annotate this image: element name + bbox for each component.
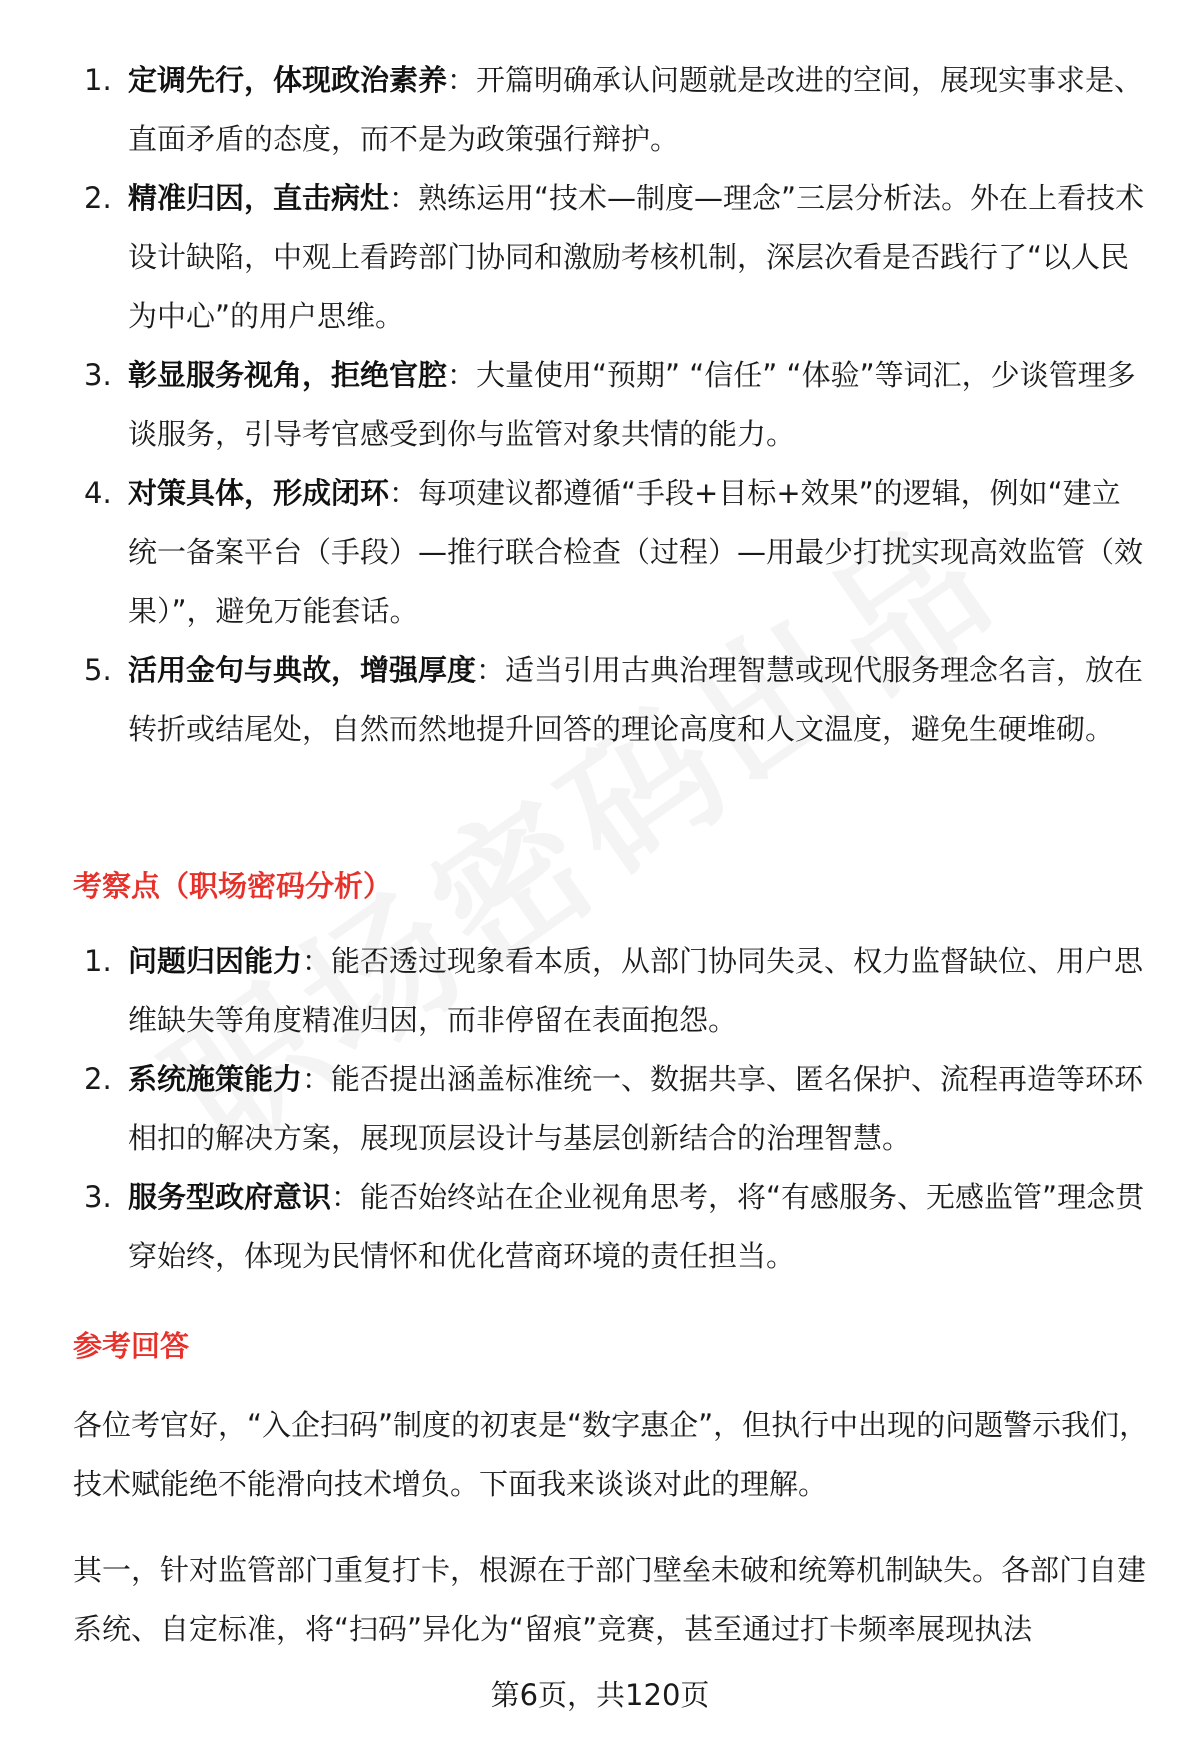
item-number: 4. bbox=[84, 476, 112, 510]
points-list bbox=[0, 932, 1200, 1286]
item-number: 1. bbox=[84, 944, 112, 978]
item-number: 2. bbox=[84, 1062, 112, 1096]
item-number: 5. bbox=[84, 653, 112, 687]
item-text: ：每项建议都遵循“手段+目标+效果”的逻辑，例如“建立统一备案平台（手段）—推行联合检查（过程）—用最少打扰实现高效监管（效果）”，避免万能套话。 bbox=[128, 476, 1144, 628]
list-item bbox=[0, 1050, 1200, 1168]
page-number: 第6页，共120页 bbox=[490, 1678, 710, 1712]
item-title: 问题归因能力 bbox=[128, 944, 303, 978]
item-text: ：适当引用古典治理智慧或现代服务理念名言，放在转折或结尾处，自然而然地提升回答的理论高度和人文温度，避免生硬堆砌。 bbox=[128, 653, 1144, 746]
item-title: 精准归因，直击病灶 bbox=[128, 181, 390, 215]
list-item bbox=[0, 346, 1200, 464]
item-text: ：能否透过现象看本质，从部门协同失灵、权力监督缺位、用户思维缺失等角度精准归因，而非停留在表面抱怨。 bbox=[128, 944, 1144, 1037]
list-item bbox=[0, 932, 1200, 1050]
item-text: ：大量使用“预期” “信任” “体验”等词汇，少谈管理多谈服务，引导考官感受到你与监管对象共情的能力。 bbox=[128, 358, 1136, 451]
item-number: 3. bbox=[84, 1180, 112, 1214]
list-item bbox=[0, 464, 1200, 641]
list-item bbox=[0, 169, 1200, 346]
list-item bbox=[0, 641, 1200, 759]
item-number: 3. bbox=[84, 358, 112, 392]
item-title: 系统施策能力 bbox=[128, 1062, 303, 1096]
item-text: ：能否提出涵盖标准统一、数据共享、匿名保护、流程再造等环环相扣的解决方案，展现顶层设计与基层创新结合的治理智慧。 bbox=[128, 1062, 1144, 1155]
item-title: 服务型政府意识 bbox=[128, 1180, 332, 1214]
item-title: 对策具体，形成闭环 bbox=[128, 476, 390, 510]
item-text: ：能否始终站在企业视角思考，将“有感服务、无感监管”理念贯穿始终，体现为民情怀和优化营商环境的责任担当。 bbox=[128, 1180, 1145, 1273]
item-number: 1. bbox=[84, 63, 112, 97]
item-text: ：开篇明确承认问题就是改进的空间，展现实事求是、直面矛盾的态度，而不是为政策强行辩护。 bbox=[128, 63, 1144, 156]
item-text: ：熟练运用“技术—制度—理念”三层分析法。外在上看技术设计缺陷，中观上看跨部门协同和激励考核机制，深层次看是否践行了“以人民为中心”的用户思维。 bbox=[128, 181, 1145, 333]
section-heading: 考察点（职场密码分析） bbox=[73, 869, 393, 903]
item-title: 定调先行，体现政治素养 bbox=[128, 63, 448, 97]
list-item bbox=[0, 1168, 1200, 1286]
item-number: 2. bbox=[84, 181, 112, 215]
list-item bbox=[0, 51, 1200, 169]
item-title: 活用金句与典故，增强厚度 bbox=[128, 653, 477, 687]
item-title: 彰显服务视角，拒绝官腔 bbox=[128, 358, 448, 392]
answer-paragraph: 各位考官好，“入企扫码”制度的初衷是“数字惠企”，但执行中出现的问题警示我们，技术赋能绝不能滑向技术增负。下面我来谈谈对此的理解。 bbox=[73, 1408, 1149, 1501]
tips-list bbox=[0, 51, 1200, 759]
answer-paragraph: 其一，针对监管部门重复打卡，根源在于部门壁垒未破和统筹机制缺失。各部门自建系统、自定标准，将“扫码”异化为“留痕”竞赛，甚至通过打卡频率展现执法 bbox=[73, 1553, 1147, 1646]
section-heading: 参考回答 bbox=[73, 1329, 190, 1363]
